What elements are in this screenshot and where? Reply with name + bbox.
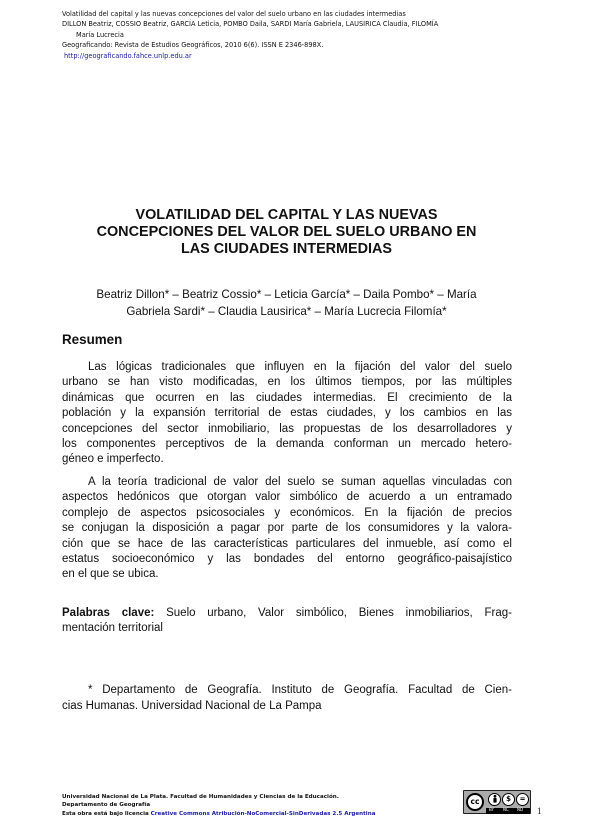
text-line: urbano se han visto modificadas, en los últimos tiempos, por las múltiples [62,376,512,389]
text-line: concepciones del sector inmobiliario, las propuestas de los desarrolladores y [62,422,512,435]
header-journal-link[interactable]: http://geograficando.fahce.unlp.edu.ar [64,51,192,60]
noderivatives-icon: = [516,793,529,806]
noncommercial-icon: $ [502,793,515,806]
footnote-line-2: cias Humanas. Universidad Nacional de La Pampa [62,700,322,712]
keywords-label: Palabras clave: [62,607,155,619]
affiliation-footnote [62,682,512,714]
cc-license-badge[interactable] [463,790,531,814]
abstract-paragraph-1 [62,360,512,468]
running-header [62,9,532,61]
abstract-paragraph-2 [62,475,512,583]
abstract-heading: Resumen [62,332,123,347]
text-line: estatus socioeconómico y las bondades del entorno geográfico-paisajístico [62,553,512,566]
footer-license-link[interactable]: Creative Commons Atribución-NoComercial-SinDerivadas 2.5 Argentina [150,810,376,817]
text-line: en el que se ubica. [62,568,159,581]
cc-nc-label: NC [503,807,509,812]
footnote-line-1: * Departamento de Geografía. Instituto de Geografía. Facultad de Cien- [88,684,512,696]
header-authors: DILLON Beatriz, COSSIO Beatriz, GARCÍA Leticia, POMBO Daila, SARDI María Gabriela, LAUSIRICA Claudia, FILOMÍA [62,20,439,29]
page-footer [62,793,375,818]
text-line: los componentes perceptivos de la demanda conforman un mercado hetero- [62,438,512,451]
title-line-2: CONCEPCIONES DEL VALOR DEL SUELO URBANO EN [96,224,477,240]
text-line: géneo e imperfecto. [62,453,164,466]
cc-nd-label: ND [517,807,524,812]
title-line-1: VOLATILIDAD DEL CAPITAL Y LAS NUEVAS [135,207,438,223]
article-title [60,207,513,258]
cc-by-label: BY [489,807,494,812]
keywords [62,606,512,637]
text-line: dinámicas que ocurren en las ciudades intermedias. El crecimiento de la [62,391,512,404]
footer-license [62,810,375,818]
title-line-3: LAS CIUDADES INTERMEDIAS [180,241,393,257]
cc-icon: cc [466,793,484,811]
person-icon [490,794,500,804]
header-journal: Geograficando: Revista de Estudios Geográficos, 2010 6(6). ISSN E 2346-898X. [62,41,324,50]
page-number: 1 [537,806,542,816]
cc-terms-bar [486,808,530,814]
footer-department: Departamento de Geografía [62,802,151,809]
keywords-line-2: mentación territorial [62,622,163,635]
text-line: aspectos hedónicos que otorgan valor simbólico de acuerdo a un entramado [62,491,512,504]
text-line: complejo de aspectos psicosociales y económicos. En la fijación de precios [62,506,512,519]
text-line: ción que se hace de las características particulares del inmueble, así como el [62,537,512,550]
header-authors-cont: María Lucrecia [76,30,124,39]
footer-institution: Universidad Nacional de La Plata. Facultad de Humanidades y Ciencias de la Educación. [62,794,339,800]
text-line: Las lógicas tradicionales que influyen en la fijación del valor del suelo [88,361,512,373]
header-article-title: Volatilidad del capital y las nuevas concepciones del valor del suelo urbano en las ciudades intermedias [62,10,406,18]
authors-line-1: Beatriz Dillon* – Beatriz Cossio* – Leticia García* – Daila Pombo* – María [96,288,477,301]
author-list [60,286,513,320]
attribution-icon [488,793,501,806]
authors-line-2: Gabriela Sardi* – Claudia Lausirica* – María Lucrecia Filomía* [126,305,447,318]
text-line: población y la expansión territorial de estas ciudades, y los cambios en las [62,407,512,420]
keywords-text: Suelo urbano, Valor simbólico, Bienes inmobiliarios, Frag- [166,607,512,619]
text-line: A la teoría tradicional de valor del suelo se suman aquellas vinculadas con [88,476,512,488]
keywords-line-1 [62,606,512,621]
text-line: se conjugan la disposición a pagar por parte de los consumidores y la valora- [62,522,512,535]
footer-license-prefix: Esta obra está bajo licencia [62,810,149,817]
